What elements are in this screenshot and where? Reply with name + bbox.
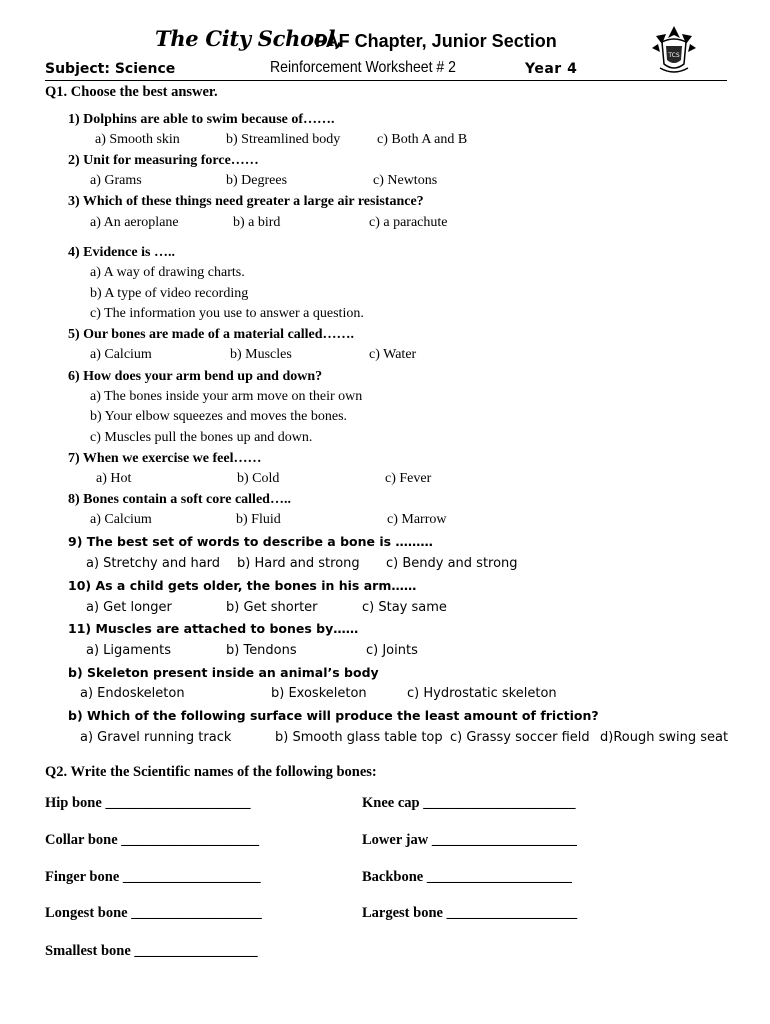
chapter-title: PAF Chapter, Junior Section	[315, 31, 557, 51]
finger-bone-label	[45, 869, 261, 886]
smallest-bone-label	[45, 943, 258, 960]
skeleton-option-c: c) Hydrostatic skeleton	[407, 686, 557, 701]
backbone-blank[interactable]: ____________________	[426, 869, 572, 885]
longest-bone-text: Longest bone	[45, 905, 128, 921]
q6-option-a: a) The bones inside your arm move on their own	[90, 389, 363, 404]
smallest-bone-text: Smallest bone	[45, 943, 131, 959]
knee-cap-label	[362, 795, 575, 812]
collar-bone-label	[45, 832, 259, 849]
question-4: 4) Evidence is …..	[68, 245, 175, 260]
backbone-label	[362, 869, 572, 886]
q3-option-c: c) a parachute	[369, 215, 448, 230]
smallest-bone-blank[interactable]: _________________	[134, 943, 258, 959]
q1-option-a: a) Smooth skin	[95, 132, 180, 147]
friction-option-c: c) Grassy soccer field	[450, 730, 590, 745]
skeleton-option-a: a) Endoskeleton	[80, 686, 185, 701]
q2-option-a: a) Grams	[90, 173, 142, 188]
q9-option-b: b) Hard and strong	[237, 556, 360, 571]
q11-option-b: b) Tendons	[226, 643, 297, 658]
backbone-text: Backbone	[362, 869, 424, 885]
q4-option-a: a) A way of drawing charts.	[90, 265, 245, 280]
hip-bone-label	[45, 795, 250, 812]
question-3: 3) Which of these things need greater a large air resistance?	[68, 194, 424, 209]
collar-bone-text: Collar bone	[45, 832, 118, 848]
q5-option-a: a) Calcium	[90, 347, 152, 362]
school-name: The City School,	[155, 26, 343, 51]
q8-option-a: a) Calcium	[90, 512, 152, 527]
q6-option-b: b) Your elbow squeezes and moves the bones.	[90, 409, 348, 424]
worksheet-title: Reinforcement Worksheet # 2	[270, 59, 456, 76]
q11-option-a: a) Ligaments	[86, 643, 172, 658]
q2-option-b: b) Degrees	[226, 173, 288, 188]
question-skeleton: b) Skeleton present inside an animal’s body	[68, 665, 379, 680]
q1-option-b: b) Streamlined body	[226, 132, 341, 147]
lower-jaw-text: Lower jaw	[362, 832, 429, 848]
logo-text: TCS	[668, 52, 680, 59]
question-1: 1) Dolphins are able to swim because of…….	[68, 112, 335, 127]
school-logo	[648, 22, 700, 78]
knee-cap-text: Knee cap	[362, 795, 420, 811]
q7-option-b: b) Cold	[237, 471, 280, 486]
finger-bone-blank[interactable]: ___________________	[122, 869, 261, 885]
q5-option-b: b) Muscles	[230, 347, 292, 362]
largest-bone-blank[interactable]: __________________	[446, 905, 578, 921]
question-8: 8) Bones contain a soft core called…..	[68, 492, 291, 507]
lower-jaw-label	[362, 832, 577, 849]
q6-option-c: c) Muscles pull the bones up and down.	[90, 430, 313, 445]
q2-option-c: c) Newtons	[373, 173, 438, 188]
q9-option-a: a) Stretchy and hard	[86, 556, 221, 571]
collar-bone-blank[interactable]: ___________________	[121, 832, 260, 848]
longest-bone-blank[interactable]: __________________	[131, 905, 262, 921]
friction-option-d: d)Rough swing seat	[600, 730, 729, 745]
q10-option-b: b) Get shorter	[226, 600, 318, 615]
friction-option-b: b) Smooth glass table top	[275, 730, 443, 745]
q8-option-c: c) Marrow	[387, 512, 447, 527]
largest-bone-label	[362, 905, 577, 922]
q2-title: Q2. Write the Scientific names of the following bones:	[45, 764, 377, 780]
question-11: 11) Muscles are attached to bones by……	[68, 621, 359, 636]
q3-option-b: b) a bird	[233, 215, 281, 230]
finger-bone-text: Finger bone	[45, 869, 120, 885]
year-label: Year 4	[525, 61, 578, 77]
q3-option-a: a) An aeroplane	[90, 215, 179, 230]
skeleton-option-b: b) Exoskeleton	[271, 686, 367, 701]
largest-bone-text: Largest bone	[362, 905, 443, 921]
question-5: 5) Our bones are made of a material called…….	[68, 327, 355, 342]
q4-option-b: b) A type of video recording	[90, 286, 249, 301]
question-6: 6) How does your arm bend up and down?	[68, 369, 323, 384]
subject-label: Subject: Science	[45, 61, 176, 77]
q8-option-b: b) Fluid	[236, 512, 281, 527]
question-2: 2) Unit for measuring force……	[68, 153, 259, 168]
knee-cap-blank[interactable]: _____________________	[423, 795, 576, 811]
longest-bone-label	[45, 905, 262, 922]
q7-option-c: c) Fever	[385, 471, 432, 486]
q10-option-c: c) Stay same	[362, 600, 447, 615]
header-divider	[45, 80, 727, 81]
q11-option-c: c) Joints	[366, 643, 418, 658]
question-7: 7) When we exercise we feel……	[68, 451, 262, 466]
q5-option-c: c) Water	[369, 347, 417, 362]
hip-bone-text: Hip bone	[45, 795, 102, 811]
q4-option-c: c) The information you use to answer a question.	[90, 306, 364, 321]
q1-option-c: c) Both A and B	[377, 132, 468, 147]
lower-jaw-blank[interactable]: ____________________	[431, 832, 577, 848]
question-9: 9) The best set of words to describe a bone is ………	[68, 534, 433, 549]
q9-option-c: c) Bendy and strong	[386, 556, 518, 571]
friction-option-a: a) Gravel running track	[80, 730, 232, 745]
q7-option-a: a) Hot	[96, 471, 132, 486]
question-10: 10) As a child gets older, the bones in his arm……	[68, 578, 417, 593]
question-friction: b) Which of the following surface will produce the least amount of friction?	[68, 708, 599, 723]
q10-option-a: a) Get longer	[86, 600, 172, 615]
hip-bone-blank[interactable]: ____________________	[105, 795, 251, 811]
q1-title: Q1. Choose the best answer.	[45, 84, 218, 100]
